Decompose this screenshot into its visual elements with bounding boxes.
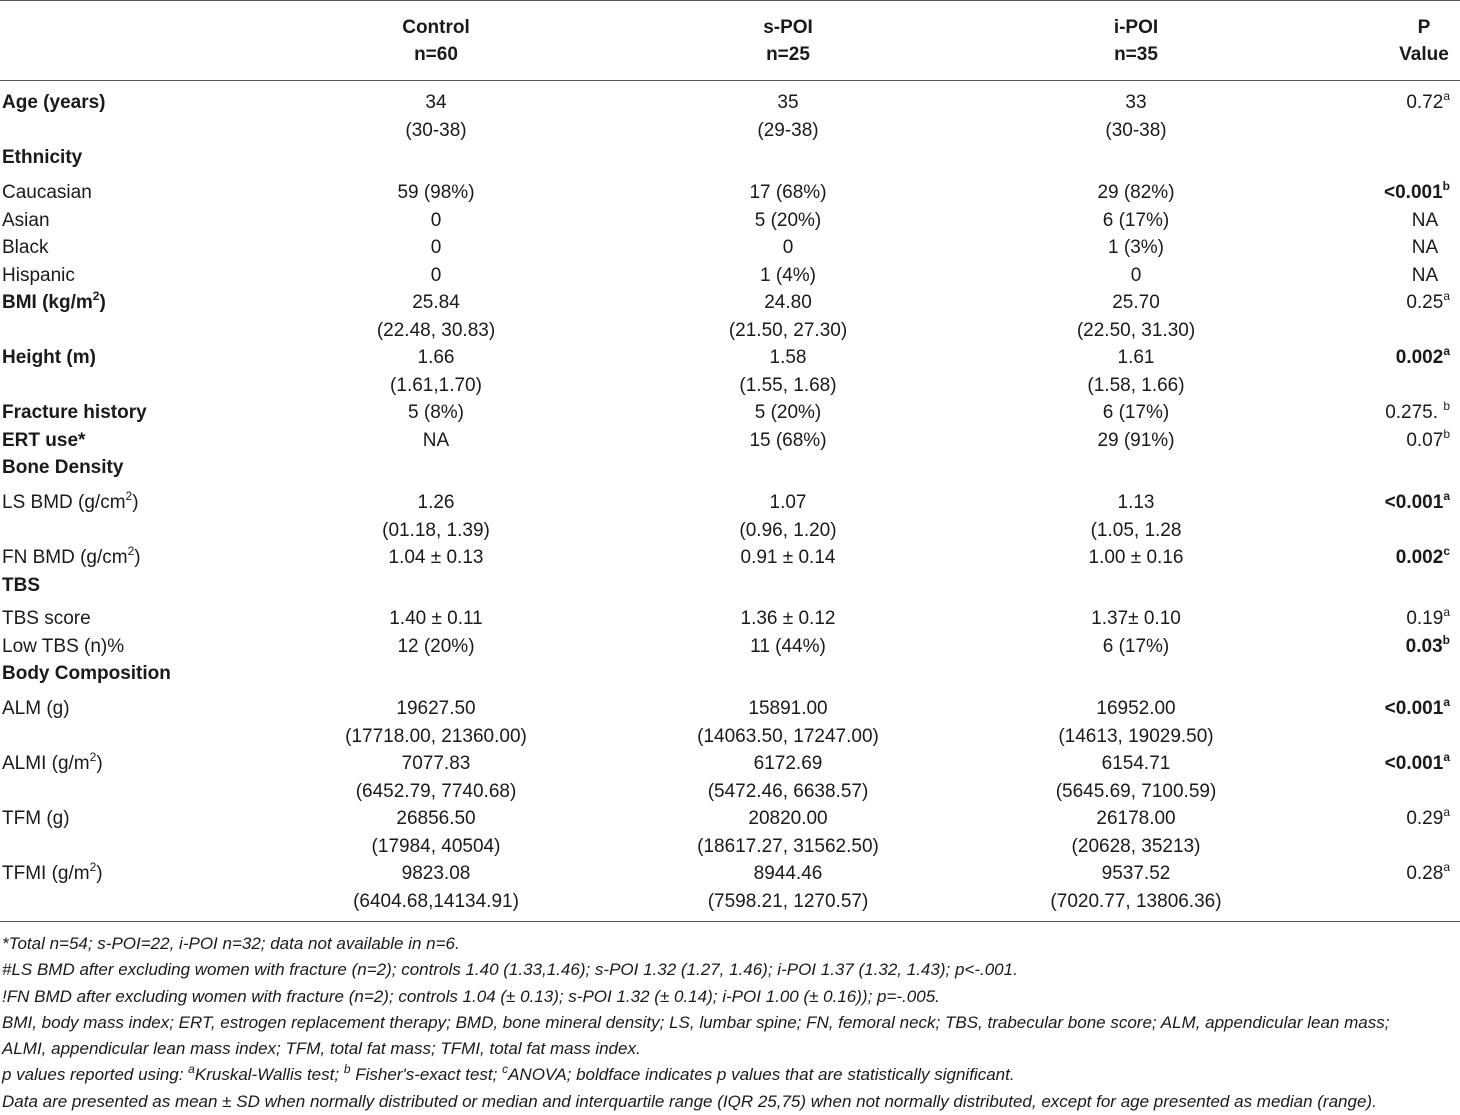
cell-value: 15 (68%): [749, 430, 827, 451]
cell-value: 0: [430, 210, 442, 231]
p-value-superscript: a: [1443, 288, 1450, 303]
cell-value: 6172.69: [753, 753, 823, 774]
control-value: [300, 289, 572, 344]
cell-range: (29-38): [757, 119, 819, 141]
table-footnotes: [2, 931, 1458, 1115]
footnote-test-b: Fisher's-exact test;: [350, 1065, 503, 1085]
cell-range: (1.05, 1.28: [1090, 519, 1182, 541]
p-value-text: NA: [1411, 237, 1439, 258]
cell-value: 12 (20%): [397, 636, 475, 657]
p-value-superscript: a: [1443, 859, 1450, 874]
row-label: [2, 805, 70, 833]
footnote-tests: [2, 1062, 1458, 1088]
cell-value: 6 (17%): [1102, 210, 1170, 231]
p-value: [1385, 207, 1460, 235]
spoi-value: [650, 427, 926, 455]
p-value-text: 0.07: [1406, 430, 1444, 451]
footnote-sup-b: b: [343, 1061, 351, 1076]
cell-range: (1.58, 1.66): [1087, 374, 1185, 396]
spoi-value: [650, 633, 926, 661]
cell-value: 5 (8%): [408, 402, 464, 423]
row-label-text: Low TBS (n)%: [2, 636, 125, 657]
p-value-superscript: b: [1442, 178, 1450, 193]
row-label: [2, 695, 70, 723]
cell-value: 1 (4%): [760, 265, 816, 286]
p-value: [1385, 234, 1460, 262]
p-value: [1385, 489, 1450, 517]
cell-value: 1.66: [417, 347, 455, 368]
section-label: [2, 660, 171, 688]
p-value: [1406, 860, 1450, 888]
row-label: [2, 344, 96, 372]
control-value: [300, 805, 572, 860]
p-value-superscript: a: [1443, 343, 1450, 358]
spoi-value: [650, 234, 926, 262]
p-value: [1385, 750, 1450, 778]
spoi-value: [650, 695, 926, 750]
p-value-text: NA: [1411, 265, 1439, 286]
p-value-text: 0.03: [1405, 636, 1443, 657]
cell-value: 24.80: [764, 292, 812, 313]
row-label-text: Black: [2, 237, 49, 258]
p-value: [1384, 179, 1450, 207]
p-value: [1385, 399, 1450, 427]
ipoi-value: [1000, 633, 1272, 661]
control-value: [300, 605, 572, 633]
cell-value: 34: [425, 92, 447, 113]
cell-range: (18617.27, 31562.50): [697, 835, 879, 857]
spoi-value: [650, 489, 926, 544]
p-value-text: 0.25: [1406, 292, 1444, 313]
header-control-n: n=60: [414, 44, 458, 65]
control-value: [300, 489, 572, 544]
ipoi-value: [1000, 605, 1272, 633]
table-header-rule: [0, 80, 1460, 81]
row-label: [2, 489, 139, 517]
ipoi-value: [1000, 427, 1272, 455]
footnote-sup-a: a: [188, 1061, 195, 1076]
footnote-fn-bmd: !FN BMD after excluding women with fracture (n=2); controls 1.04 (± 0.13); s-POI 1.32 (± 0.14); i-POI 1.00 (± 0.16)); p=-.005.: [2, 986, 940, 1006]
table-top-rule: [0, 0, 1460, 1]
row-label-text: Bone Density: [2, 457, 124, 478]
cell-range: (0.96, 1.20): [739, 519, 837, 541]
control-value: [300, 695, 572, 750]
ipoi-value: [1000, 289, 1272, 344]
ipoi-value: [1000, 234, 1272, 262]
row-label: [2, 544, 141, 572]
cell-value: 16952.00: [1096, 698, 1176, 719]
row-label-text: Body Composition: [2, 663, 171, 684]
cell-range: (22.50, 31.30): [1076, 319, 1196, 341]
cell-range: (7598.21, 1270.57): [707, 890, 869, 912]
row-label-text: TBS: [2, 575, 40, 596]
cell-range: (22.48, 30.83): [376, 319, 496, 341]
row-label-text: TFMI (g/m: [2, 863, 90, 884]
header-control-name: Control: [402, 17, 470, 38]
p-value-text: <0.001: [1384, 492, 1444, 513]
row-label-superscript: 2: [92, 288, 100, 303]
spoi-value: [650, 605, 926, 633]
spoi-value: [650, 262, 926, 290]
row-label: [2, 89, 106, 117]
control-value: [300, 234, 572, 262]
header-ipoi: [1000, 14, 1272, 68]
row-label-end: ): [96, 863, 103, 884]
ipoi-value: [1000, 750, 1272, 805]
cell-range: (6452.79, 7740.68): [355, 780, 517, 802]
p-value-superscript: a: [1443, 488, 1450, 503]
ipoi-value: [1000, 399, 1272, 427]
cell-value: 15891.00: [748, 698, 828, 719]
row-label-text: ALMI (g/m: [2, 753, 90, 774]
row-label-end: ): [96, 753, 103, 774]
row-label-text: Ethnicity: [2, 147, 83, 168]
control-value: [300, 427, 572, 455]
control-value: [300, 89, 572, 144]
spoi-value: [650, 289, 926, 344]
footnote-tests-intro: p values reported using:: [2, 1065, 189, 1085]
row-label-text: ALM (g): [2, 698, 70, 719]
cell-range: (17718.00, 21360.00): [345, 725, 527, 747]
row-label-superscript: 2: [89, 859, 97, 874]
cell-value: 6 (17%): [1102, 402, 1170, 423]
cell-value: 19627.50: [396, 698, 476, 719]
cell-value: 1.13: [1117, 492, 1155, 513]
cell-value: 0.91 ± 0.14: [740, 547, 836, 568]
cell-value: 1.61: [1117, 347, 1155, 368]
cell-value: 1.00 ± 0.16: [1088, 547, 1184, 568]
spoi-value: [650, 860, 926, 915]
cell-value: 5 (20%): [754, 402, 822, 423]
p-value: [1385, 695, 1450, 723]
cell-value: 0: [430, 237, 442, 258]
cell-value: 8944.46: [753, 863, 823, 884]
header-p: P: [1417, 17, 1431, 38]
ipoi-value: [1000, 344, 1272, 399]
row-label-superscript: 2: [89, 749, 97, 764]
p-value: [1406, 605, 1450, 633]
footnote-test-a: Kruskal-Wallis test;: [194, 1065, 344, 1085]
ipoi-value: [1000, 695, 1272, 750]
row-label: [2, 605, 91, 633]
cell-value: 0: [782, 237, 794, 258]
cell-range: (21.50, 27.30): [728, 319, 848, 341]
control-value: [300, 399, 572, 427]
row-label: [2, 399, 147, 427]
p-value: [1406, 633, 1450, 661]
ipoi-value: [1000, 89, 1272, 144]
cell-range: (5472.46, 6638.57): [707, 780, 869, 802]
row-label: [2, 179, 92, 207]
cell-value: 26856.50: [396, 808, 476, 829]
p-value-text: <0.001: [1384, 698, 1444, 719]
cell-value: 25.84: [412, 292, 460, 313]
header-control: [300, 14, 572, 68]
p-value-text: <0.001: [1384, 753, 1444, 774]
cell-value: 17 (68%): [749, 182, 827, 203]
cell-range: (17984, 40504): [371, 835, 501, 857]
spoi-value: [650, 750, 926, 805]
row-label-text: BMI (kg/m: [2, 292, 93, 313]
cell-value: 0: [1130, 265, 1142, 286]
row-label: [2, 289, 106, 317]
footnote-presentation: Data are presented as mean ± SD when normally distributed or median and interquartile range (IQR 25,75) when not normally distributed, except for age presented as median (range).: [2, 1091, 1377, 1111]
row-label-superscript: 2: [127, 543, 135, 558]
p-value-text: 0.29: [1406, 808, 1444, 829]
cell-range: (1.55, 1.68): [739, 374, 837, 396]
control-value: [300, 633, 572, 661]
p-value-text: 0.002: [1395, 347, 1444, 368]
spoi-value: [650, 399, 926, 427]
cell-value: 9823.08: [401, 863, 471, 884]
cell-value: 11 (44%): [750, 636, 826, 657]
row-label: [2, 234, 48, 262]
p-value: [1406, 289, 1450, 317]
row-label-text: Caucasian: [2, 182, 92, 203]
row-label-end: ): [132, 492, 139, 513]
p-value: [1406, 805, 1450, 833]
header-ipoi-name: i-POI: [1113, 17, 1159, 38]
cell-range: (30-38): [405, 119, 467, 141]
p-value-text: NA: [1411, 210, 1439, 231]
p-value-text: 0.19: [1406, 608, 1444, 629]
ipoi-value: [1000, 805, 1272, 860]
control-value: [300, 750, 572, 805]
cell-value: 29 (91%): [1097, 430, 1175, 451]
row-label-text: TBS score: [2, 608, 91, 629]
cell-value: 9537.52: [1101, 863, 1171, 884]
spoi-value: [650, 544, 926, 572]
cell-value: 1.07: [769, 492, 807, 513]
cell-range: (7020.77, 13806.36): [1050, 890, 1222, 912]
cell-range: (5645.69, 7100.59): [1055, 780, 1217, 802]
p-value-superscript: a: [1443, 804, 1450, 819]
footnote-ls-bmd: #LS BMD after excluding women with fracture (n=2); controls 1.40 (1.33,1.46); s-POI 1.32 (1.27, 1.46); i-POI 1.37 (1.32, 1.43); p<-.001.: [2, 960, 1018, 980]
row-label-text: Hispanic: [2, 265, 75, 286]
spoi-value: [650, 207, 926, 235]
row-label: [2, 262, 75, 290]
p-value: [1385, 262, 1460, 290]
cell-value: 29 (82%): [1097, 182, 1175, 203]
ipoi-value: [1000, 207, 1272, 235]
row-label-end: ): [134, 547, 141, 568]
table-bottom-rule: [0, 921, 1460, 922]
row-label-text: Height (m): [2, 347, 96, 368]
row-label: [2, 427, 85, 455]
control-value: [300, 207, 572, 235]
p-value-text: 0.72: [1406, 92, 1444, 113]
ipoi-value: [1000, 544, 1272, 572]
footnote-abbrev-2: ALMI, appendicular lean mass index; TFM, total fat mass; TFMI, total fat mass index.: [2, 1039, 641, 1059]
cell-value: 0: [430, 265, 442, 286]
footnote-ert: *Total n=54; s-POI=22, i-POI n=32; data not available in n=6.: [2, 934, 460, 953]
cell-value: 1.58: [769, 347, 807, 368]
cell-range: (14613, 19029.50): [1058, 725, 1214, 747]
p-value: [1396, 544, 1450, 572]
row-label-superscript: 2: [125, 488, 133, 503]
control-value: [300, 544, 572, 572]
p-value-superscript: b: [1443, 398, 1450, 413]
row-label-text: Age (years): [2, 92, 106, 113]
header-spoi-n: n=25: [766, 44, 810, 65]
cell-value: 6154.71: [1101, 753, 1171, 774]
cell-value: 26178.00: [1096, 808, 1176, 829]
row-label: [2, 750, 103, 778]
cell-value: 1.26: [417, 492, 455, 513]
p-value-superscript: a: [1443, 694, 1450, 709]
header-value: Value: [1399, 44, 1449, 65]
footnote-abbrev-1: BMI, body mass index; ERT, estrogen replacement therapy; BMD, bone mineral density; LS, lumbar spine; FN, femoral neck; TBS, trabecular bone score; ALM, appendicular lean mass;: [2, 1012, 1390, 1032]
row-label-text: FN BMD (g/cm: [2, 547, 128, 568]
cell-value: 6 (17%): [1102, 636, 1170, 657]
cell-value: 25.70: [1112, 292, 1160, 313]
ipoi-value: [1000, 179, 1272, 207]
p-value-text: 0.28: [1406, 863, 1444, 884]
row-label-text: ERT use*: [2, 430, 86, 451]
cell-range: (14063.50, 17247.00): [697, 725, 879, 747]
row-label-text: Fracture history: [2, 402, 147, 423]
header-ipoi-n: n=35: [1114, 44, 1158, 65]
cell-value: 1.37± 0.10: [1091, 608, 1181, 629]
p-value-superscript: b: [1442, 632, 1450, 647]
row-label-end: ): [99, 292, 106, 313]
cell-value: 5 (20%): [754, 210, 822, 231]
p-value-text: <0.001: [1384, 182, 1443, 203]
cell-value: 7077.83: [401, 753, 471, 774]
p-value: [1406, 427, 1450, 455]
p-value-superscript: a: [1443, 604, 1450, 619]
ipoi-value: [1000, 489, 1272, 544]
p-value-superscript: b: [1443, 426, 1450, 441]
row-label-text: LS BMD (g/cm: [2, 492, 126, 513]
control-value: [300, 344, 572, 399]
cell-value: 20820.00: [748, 808, 828, 829]
cell-value: 1 (3%): [1108, 237, 1164, 258]
header-pvalue: [1380, 14, 1460, 68]
p-value-superscript: c: [1443, 543, 1450, 558]
row-label: [2, 633, 124, 661]
row-label: [2, 860, 103, 888]
row-label: [2, 207, 50, 235]
section-label: [2, 454, 123, 482]
cell-range: (30-38): [1105, 119, 1167, 141]
p-value: [1406, 89, 1450, 117]
ipoi-value: [1000, 262, 1272, 290]
control-value: [300, 179, 572, 207]
p-value-superscript: a: [1443, 88, 1450, 103]
section-label: [2, 572, 40, 600]
spoi-value: [650, 89, 926, 144]
footnote-sup-c: c: [502, 1061, 509, 1076]
section-label: [2, 144, 82, 172]
p-value: [1396, 344, 1450, 372]
cell-value: 35: [777, 92, 799, 113]
cell-value: 33: [1125, 92, 1147, 113]
header-spoi: [650, 14, 926, 68]
ipoi-value: [1000, 860, 1272, 915]
spoi-value: [650, 344, 926, 399]
p-value-superscript: a: [1443, 749, 1450, 764]
header-spoi-name: s-POI: [763, 17, 813, 38]
cell-value: 1.40 ± 0.11: [389, 608, 483, 629]
cell-range: (20628, 35213): [1071, 835, 1201, 857]
p-value-text: 0.002: [1395, 547, 1444, 568]
cell-range: (01.18, 1.39): [382, 519, 490, 541]
cell-value: 59 (98%): [397, 182, 475, 203]
spoi-value: [650, 805, 926, 860]
cell-value: 1.04 ± 0.13: [388, 547, 484, 568]
cell-range: (6404.68,14134.91): [353, 890, 519, 912]
control-value: [300, 860, 572, 915]
row-label-text: TFM (g): [2, 808, 70, 829]
cell-range: (1.61,1.70): [390, 374, 482, 396]
p-value-text: 0.275.: [1385, 402, 1444, 423]
footnote-test-c: ANOVA; boldface indicates p values that are statistically significant.: [508, 1065, 1015, 1085]
cell-value: 1.36 ± 0.12: [740, 608, 836, 629]
row-label-text: Asian: [2, 210, 50, 231]
cell-value: NA: [422, 430, 450, 451]
control-value: [300, 262, 572, 290]
spoi-value: [650, 179, 926, 207]
